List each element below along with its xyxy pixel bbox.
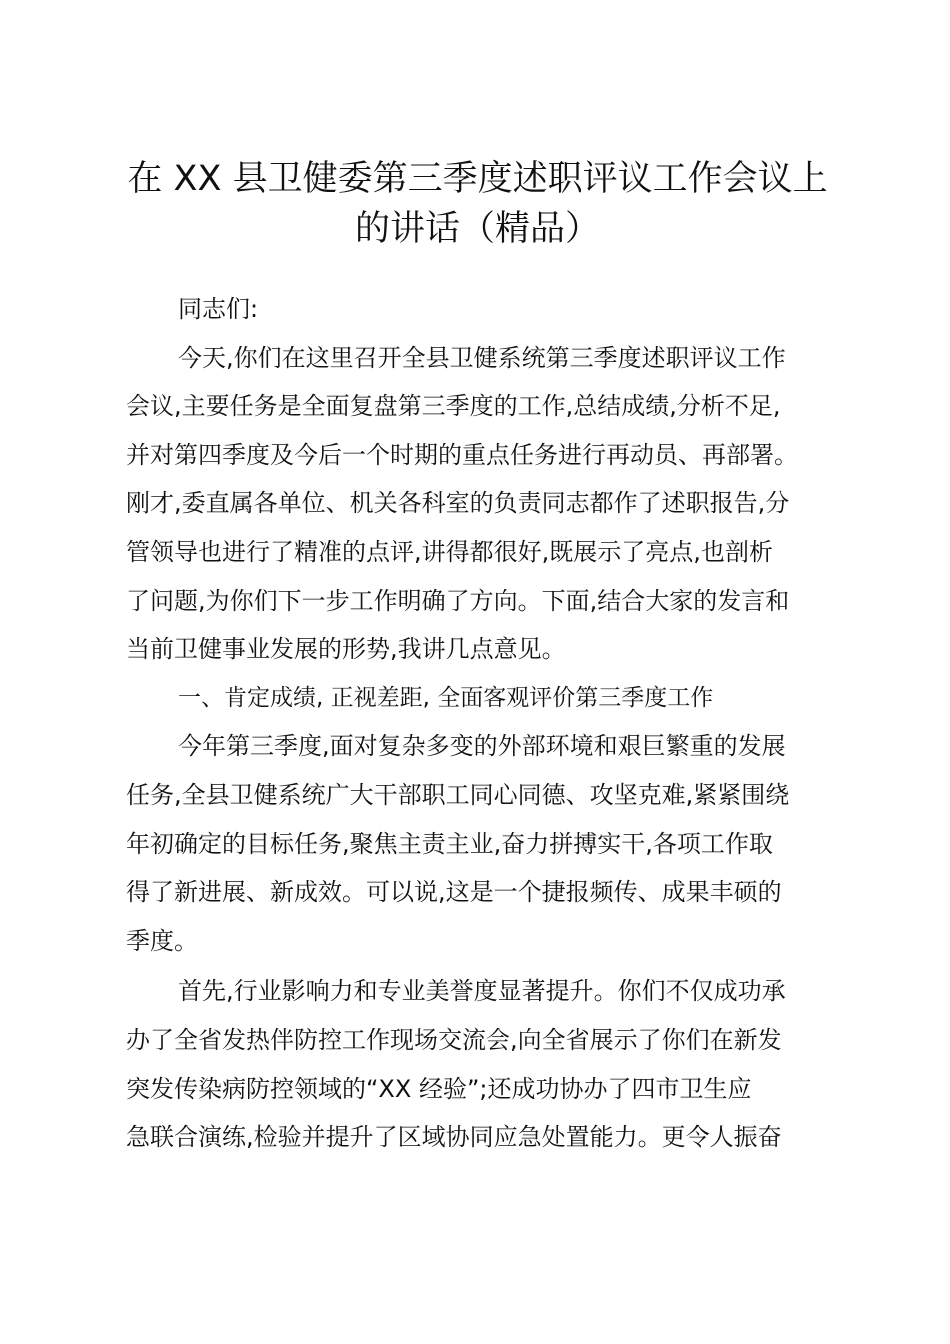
paragraph-1-line: 了问题,为你们下一步工作明确了方向。下面,结合大家的发言和 xyxy=(126,586,790,615)
greeting: 同志们: xyxy=(178,295,259,323)
paragraph-1-line: 刚才,委直属各单位、机关各科室的负责同志都作了述职报告,分 xyxy=(126,489,790,518)
paragraph-2 xyxy=(126,722,842,965)
paragraph-1-line: 管领导也进行了精准的点评,讲得都很好,既展示了亮点,也剖析 xyxy=(126,537,773,566)
paragraph-3-line: 首先,行业影响力和专业美誉度显著提升。你们不仅成功承 xyxy=(178,977,786,1006)
paragraph-3 xyxy=(126,967,842,1161)
title-line-1: 在 XX 县卫健委第三季度述职评议工作会议上 xyxy=(127,159,828,199)
document-title xyxy=(110,154,845,254)
paragraph-2-line: 任务,全县卫健系统广大干部职工同心同德、攻坚克难,紧紧围绕 xyxy=(126,780,790,809)
paragraph-3-line: 突发传染病防控领域的“XX 经验”;还成功协办了四市卫生应 xyxy=(126,1074,752,1103)
title-line-2: 的讲话（精品） xyxy=(354,209,600,249)
paragraph-1-line: 并对第四季度及今后一个时期的重点任务进行再动员、再部署。 xyxy=(126,440,798,469)
paragraph-2-line: 得了新进展、新成效。可以说,这是一个捷报频传、成果丰硕的 xyxy=(126,878,782,907)
paragraph-1-line: 今天,你们在这里召开全县卫健系统第三季度述职评议工作 xyxy=(178,343,786,372)
paragraph-2-line: 季度。 xyxy=(126,926,198,955)
paragraph-1-line: 会议,主要任务是全面复盘第三季度的工作,总结成绩,分析不足, xyxy=(126,392,781,421)
paragraph-3-line: 办了全省发热伴防控工作现场交流会,向全省展示了你们在新发 xyxy=(126,1025,782,1054)
paragraph-3-line: 急联合演练,检验并提升了区域协同应急处置能力。更令人振奋 xyxy=(126,1123,782,1152)
paragraph-2-line: 年初确定的目标任务,聚焦主责主业,奋力拼搏实干,各项工作取 xyxy=(126,829,773,858)
paragraph-1 xyxy=(126,334,842,674)
document-body xyxy=(126,285,842,1162)
section-heading-1: 一、肯定成绩, 正视差距, 全面客观评价第三季度工作 xyxy=(178,684,714,711)
paragraph-1-line: 当前卫健事业发展的形势,我讲几点意见。 xyxy=(126,635,566,664)
paragraph-2-line: 今年第三季度,面对复杂多变的外部环境和艰巨繁重的发展 xyxy=(178,732,786,761)
